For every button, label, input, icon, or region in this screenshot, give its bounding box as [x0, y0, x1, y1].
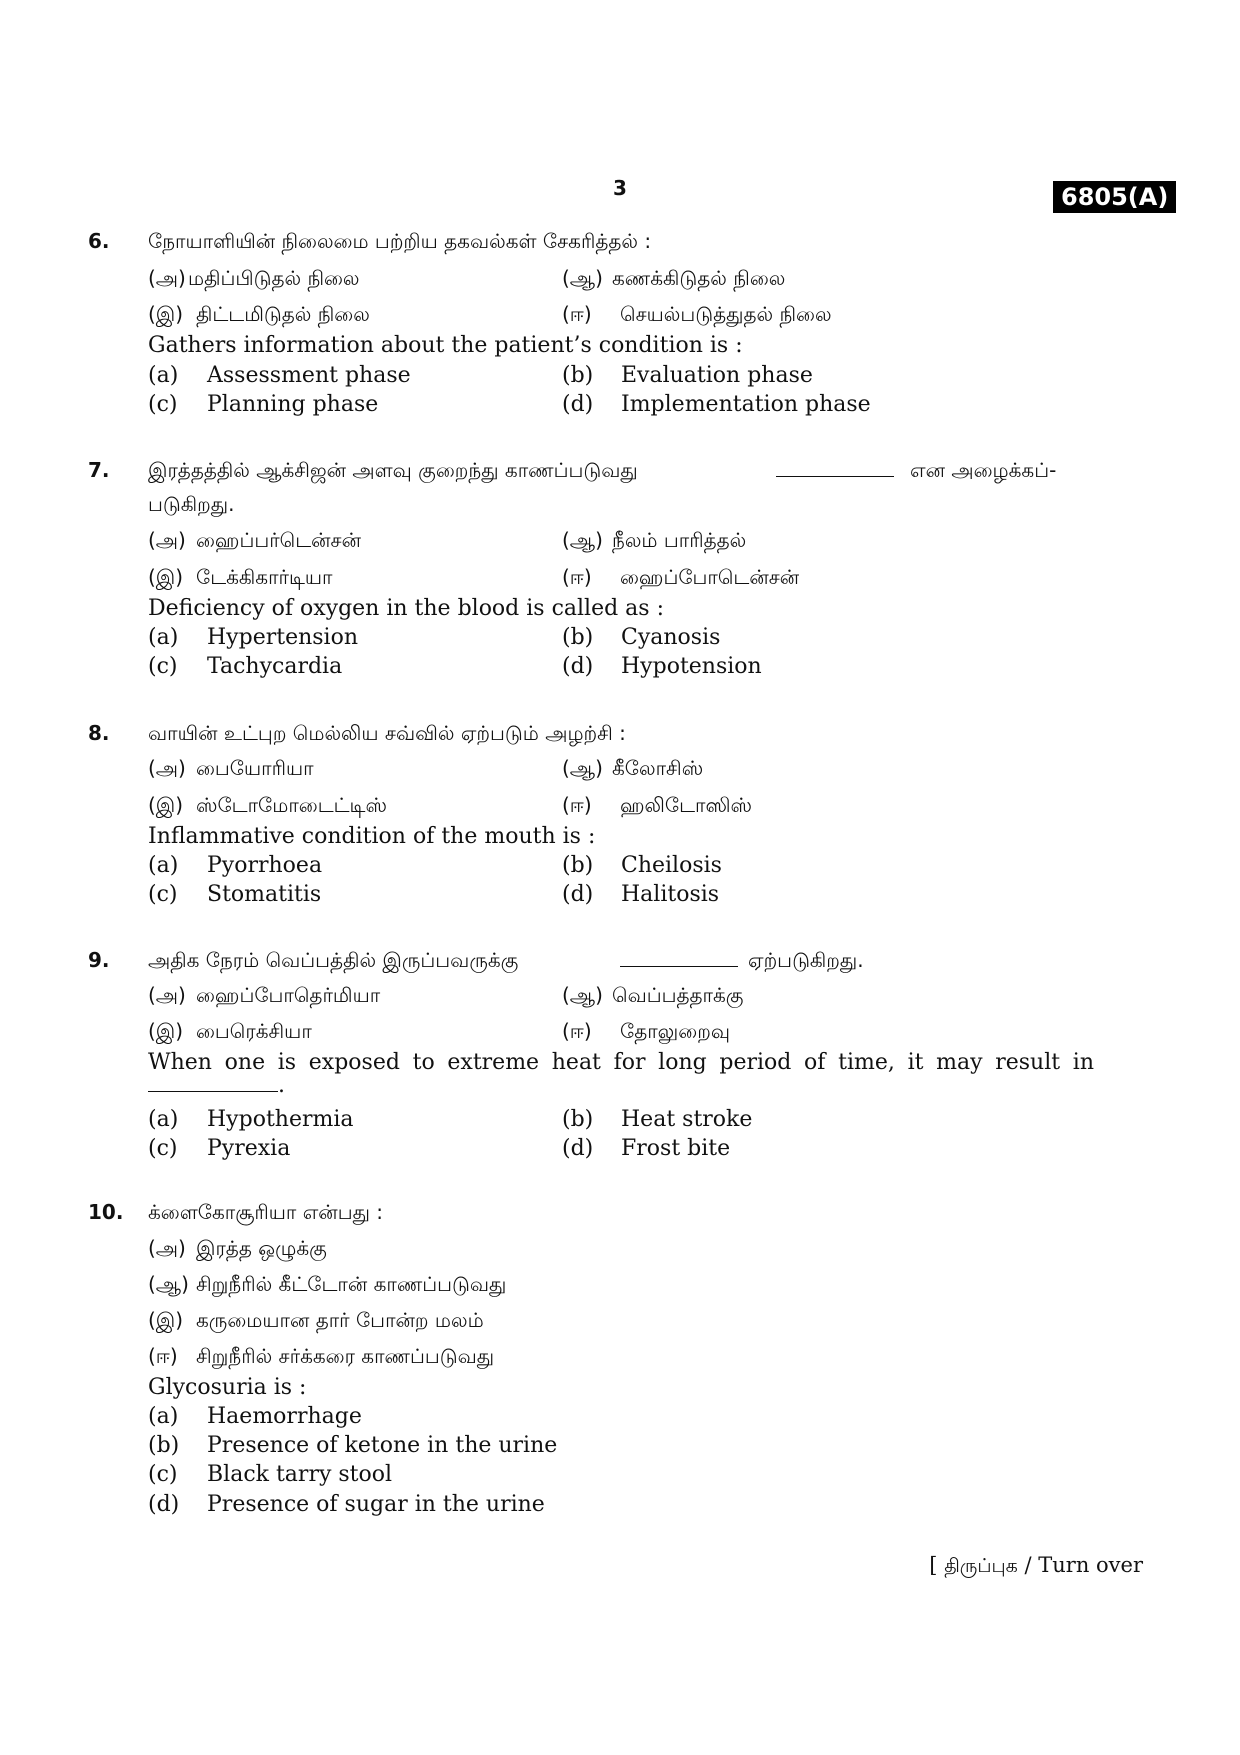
english-option-label: (a)	[148, 1107, 179, 1132]
english-stem: Glycosuria is :	[148, 1375, 307, 1400]
english-answer-blank: .	[148, 1073, 285, 1098]
english-stem: When one is exposed to extreme heat for long period of time, it may result in	[148, 1050, 1094, 1075]
tamil-option-text: பையோரியா	[196, 756, 314, 780]
tamil-option-label: (ஈ)	[562, 302, 592, 326]
tamil-option-text: ஹைப்பர்டென்சன்	[196, 528, 361, 552]
english-option-label: (a)	[148, 625, 179, 650]
tamil-option-text: பைரெக்சியா	[196, 1019, 312, 1043]
english-option-label: (c)	[148, 1136, 178, 1161]
tamil-option-label: (அ)	[148, 266, 186, 290]
tamil-option-text: ஹைப்போடென்சன்	[620, 565, 800, 589]
english-option-text: Pyorrhoea	[207, 853, 323, 878]
tamil-stem: க்ளைகோசூரியா என்பது :	[148, 1200, 384, 1224]
tamil-option-label: (ஆ)	[148, 1272, 189, 1296]
tamil-option-text: டேக்கிகார்டியா	[196, 565, 333, 589]
tamil-option-text: ஸ்டோமோடைட்டிஸ்	[196, 793, 387, 817]
english-option-label: (b)	[562, 363, 594, 388]
tamil-option-text: மதிப்பிடுதல் நிலை	[188, 266, 360, 290]
english-option-label: (d)	[562, 882, 594, 907]
tamil-stem-part1: அதிக நேரம் வெப்பத்தில் இருப்பவருக்கு	[148, 948, 519, 972]
tamil-option-text: இரத்த ஒழுக்கு	[196, 1236, 327, 1260]
english-option-label: (b)	[562, 1107, 594, 1132]
tamil-option-label: (ஈ)	[148, 1344, 178, 1368]
tamil-option-text: கணக்கிடுதல் நிலை	[612, 266, 786, 290]
tamil-option-text: வெப்பத்தாக்கு	[612, 983, 744, 1007]
tamil-option-label: (இ)	[148, 1308, 184, 1332]
english-option-text: Hypotension	[621, 654, 762, 679]
english-option-label: (c)	[148, 392, 178, 417]
answer-blank	[776, 458, 894, 482]
tamil-option-label: (ஆ)	[562, 266, 603, 290]
english-option-text: Hypertension	[207, 625, 359, 650]
question-number: 10.	[88, 1200, 124, 1224]
tamil-option-label: (ஆ)	[562, 528, 603, 552]
turn-over-note	[929, 1553, 1143, 1580]
tamil-stem-part2: ஏற்படுகிறது.	[748, 948, 864, 972]
english-stem: Deficiency of oxygen in the blood is called as :	[148, 596, 664, 621]
tamil-option-text: கருமையான தார் போன்ற மலம்	[196, 1308, 484, 1332]
tamil-option-label: (அ)	[148, 983, 186, 1007]
english-option-label: (a)	[148, 363, 179, 388]
english-option-text: Pyrexia	[207, 1136, 291, 1161]
english-option-text: Hypothermia	[207, 1107, 354, 1132]
english-option-label: (c)	[148, 1462, 178, 1487]
tamil-option-text: ஹலிடோஸிஸ்	[620, 793, 752, 817]
tamil-option-label: (இ)	[148, 302, 184, 326]
tamil-stem-part2: என அழைக்கப்-	[910, 458, 1057, 482]
tamil-stem-line2: படுகிறது.	[148, 492, 235, 516]
answer-blank	[620, 948, 738, 972]
question-number: 9.	[88, 948, 110, 972]
english-stem: Inflammative condition of the mouth is :	[148, 824, 596, 849]
english-option-label: (a)	[148, 853, 179, 878]
tamil-stem-part1: இரத்தத்தில் ஆக்சிஜன் அளவு குறைந்து காணப்படுவது	[148, 458, 638, 482]
tamil-option-text: ஹைப்போதெர்மியா	[196, 983, 381, 1007]
english-option-text: Cyanosis	[621, 625, 721, 650]
tamil-option-text: திட்டமிடுதல் நிலை	[196, 302, 370, 326]
english-option-label: (b)	[562, 853, 594, 878]
english-option-label: (b)	[562, 625, 594, 650]
english-option-label: (d)	[562, 654, 594, 679]
english-option-text: Heat stroke	[621, 1107, 753, 1132]
tamil-option-text: கீலோசிஸ்	[612, 756, 704, 780]
english-option-text: Assessment phase	[207, 363, 411, 388]
tamil-option-text: சிறுநீரில் சர்க்கரை காணப்படுவது	[196, 1344, 495, 1368]
paper-code-badge: 6805(A)	[1053, 181, 1176, 213]
english-option-text: Black tarry stool	[207, 1462, 393, 1487]
english-option-text: Stomatitis	[207, 882, 322, 907]
tamil-option-label: (இ)	[148, 793, 184, 817]
tamil-option-label: (அ)	[148, 528, 186, 552]
tamil-option-text: தோலுறைவு	[620, 1019, 730, 1043]
turn-over-separator: /	[1024, 1553, 1032, 1577]
english-option-label: (d)	[562, 1136, 594, 1161]
english-option-label: (d)	[148, 1492, 180, 1517]
english-option-text: Haemorrhage	[207, 1404, 362, 1429]
tamil-stem: வாயின் உட்புற மெல்லிய சவ்வில் ஏற்படும் அழற்சி :	[148, 721, 626, 745]
tamil-option-label: (ஈ)	[562, 565, 592, 589]
turn-over-english: Turn over	[1038, 1553, 1143, 1577]
tamil-option-label: (அ)	[148, 756, 186, 780]
turn-over-bracket: [	[929, 1553, 938, 1577]
english-option-text: Planning phase	[207, 392, 379, 417]
english-option-label: (a)	[148, 1404, 179, 1429]
tamil-option-text: சிறுநீரில் கீட்டோன் காணப்படுவது	[196, 1272, 507, 1296]
question-number: 7.	[88, 458, 110, 482]
question-number: 8.	[88, 721, 110, 745]
turn-over-tamil: திருப்புக	[944, 1555, 1018, 1577]
tamil-option-label: (ஆ)	[562, 983, 603, 1007]
english-stem: Gathers information about the patient’s condition is :	[148, 333, 743, 358]
english-option-text: Evaluation phase	[621, 363, 813, 388]
page-number: 3	[613, 176, 627, 200]
english-option-text: Tachycardia	[207, 654, 343, 679]
english-option-label: (c)	[148, 882, 178, 907]
english-option-label: (b)	[148, 1433, 180, 1458]
english-option-label: (d)	[562, 392, 594, 417]
english-option-label: (c)	[148, 654, 178, 679]
english-option-text: Presence of ketone in the urine	[207, 1433, 558, 1458]
tamil-option-text: செயல்படுத்துதல் நிலை	[620, 302, 832, 326]
tamil-stem: நோயாளியின் நிலைமை பற்றிய தகவல்கள் சேகரித்தல் :	[148, 229, 652, 253]
tamil-option-label: (அ)	[148, 1236, 186, 1260]
english-option-text: Presence of sugar in the urine	[207, 1492, 545, 1517]
tamil-option-text: நீலம் பாரித்தல்	[612, 528, 747, 552]
english-option-text: Implementation phase	[621, 392, 871, 417]
tamil-option-label: (ஈ)	[562, 793, 592, 817]
english-option-text: Frost bite	[621, 1136, 731, 1161]
tamil-option-label: (இ)	[148, 565, 184, 589]
tamil-option-label: (இ)	[148, 1019, 184, 1043]
english-option-text: Halitosis	[621, 882, 720, 907]
tamil-option-label: (ஆ)	[562, 756, 603, 780]
english-option-text: Cheilosis	[621, 853, 722, 878]
tamil-option-label: (ஈ)	[562, 1019, 592, 1043]
question-number: 6.	[88, 229, 110, 253]
